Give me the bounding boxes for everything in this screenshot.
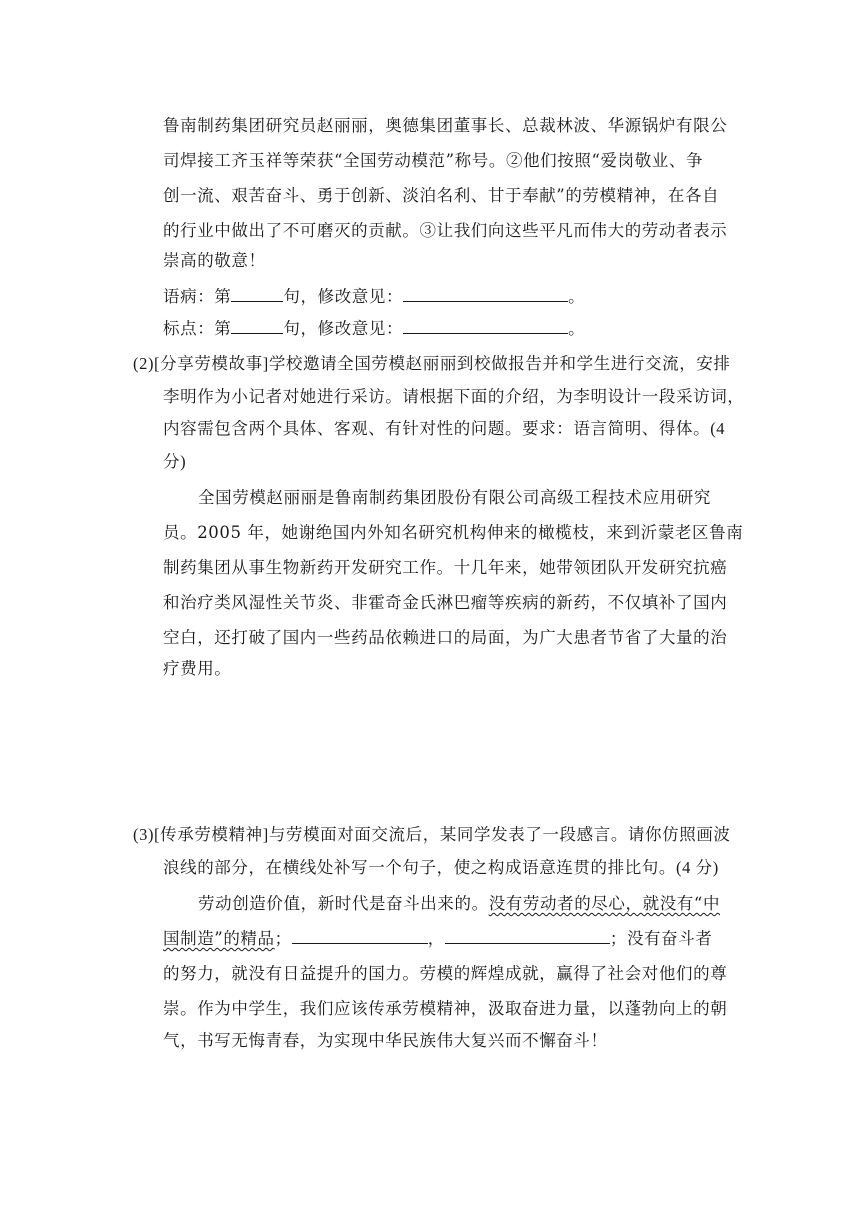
- yubing-mid-text: 句，修改意见：: [283, 287, 404, 306]
- q2-line: 内容需包含两个具体、客观、有针对性的问题。要求：语言简明、得体。(4: [163, 419, 726, 438]
- q2-line: (2)[分享劳模故事]学校邀请全国劳模赵丽丽到校做报告并和学生进行交流，安排: [133, 354, 731, 373]
- q3-para-line: [163, 925, 712, 949]
- passage-line: 的行业中做出了不可磨灭的贡献。③让我们向这些平凡而伟大的劳动者表示: [163, 221, 728, 240]
- q3-intro-text: 劳动创造价值，新时代是奋斗出来的。: [198, 894, 489, 913]
- material-line: 和治疗类风湿性关节炎、非霍奇金氏淋巴瘤等疾病的新药，不仅填补了国内: [163, 593, 728, 612]
- passage-line: 鲁南制药集团研究员赵丽丽，奥德集团董事长、总裁林波、华源锅炉有限公: [163, 116, 728, 135]
- q3-para-line: 崇。作为中学生，我们应该传承劳模精神，汲取奋进力量，以蓬勃向上的朝: [163, 999, 728, 1018]
- wavy-example-part2: 国制造”的精品: [163, 929, 275, 948]
- q3-para-line: 气，书写无悔青春，为实现中华民族伟大复兴而不懈奋斗！: [163, 1031, 608, 1050]
- material-line: 空白，还打破了国内一些药品依赖进口的局面，为广大患者节省了大量的治: [163, 628, 728, 647]
- q2-line: 分): [163, 452, 187, 471]
- yubing-suggestion-blank[interactable]: [403, 287, 568, 302]
- biaodian-suggestion-blank[interactable]: [403, 319, 568, 334]
- yubing-label: 语病：第: [163, 287, 232, 306]
- biaodian-mid-text: 句，修改意见：: [283, 319, 404, 338]
- material-line: 制药集团从事生物新药开发研究工作。十几年来，她带领团队开发研究抗癌: [163, 558, 728, 577]
- q3-after-text: ；没有奋斗者: [609, 929, 713, 948]
- biaodian-label: 标点：第: [163, 319, 232, 338]
- biaodian-end: 。: [568, 319, 586, 338]
- q3-para-line: 的努力，就没有日益提升的国力。劳模的辉煌成就，赢得了社会对他们的尊: [163, 964, 728, 983]
- material-line: 员。2005 年，她谢绝国内外知名研究机构伸来的橄榄枝，来到沂蒙老区鲁南: [163, 523, 744, 542]
- biaodian-answer-row: [163, 315, 585, 339]
- fill-blank-1[interactable]: [292, 929, 428, 944]
- yubing-sentence-blank[interactable]: [231, 287, 283, 302]
- q3-comma: ，: [427, 929, 445, 948]
- passage-line: 司焊接工齐玉祥等荣获“全国劳动模范”称号。②他们按照“爱岗敬业、争: [163, 151, 704, 170]
- q3-line: (3)[传承劳模精神]与劳模面对面交流后，某同学发表了一段感言。请你仿照画波: [133, 825, 731, 844]
- material-line: 全国劳模赵丽丽是鲁南制药集团股份有限公司高级工程技术应用研究: [198, 488, 711, 507]
- biaodian-sentence-blank[interactable]: [231, 319, 283, 334]
- q3-para-line: [198, 890, 720, 914]
- q3-semicolon: ；: [274, 929, 292, 948]
- material-line: 疗费用。: [163, 659, 232, 678]
- q2-line: 李明作为小记者对她进行采访。请根据下面的介绍，为李明设计一段采访词，: [163, 387, 745, 406]
- passage-line: 崇高的敬意！: [163, 251, 266, 270]
- wavy-example-part1: 没有劳动者的尽心，就没有“中: [488, 894, 721, 913]
- fill-blank-2[interactable]: [445, 929, 610, 944]
- yubing-answer-row: [163, 283, 585, 307]
- passage-line: 创一流、艰苦奋斗、勇于创新、淡泊名利、甘于奉献”的劳模精神，在各自: [163, 186, 720, 205]
- q3-line: 浪线的部分，在横线处补写一个句子，使之构成语意连贯的排比句。(4 分): [163, 858, 719, 877]
- yubing-end: 。: [568, 287, 586, 306]
